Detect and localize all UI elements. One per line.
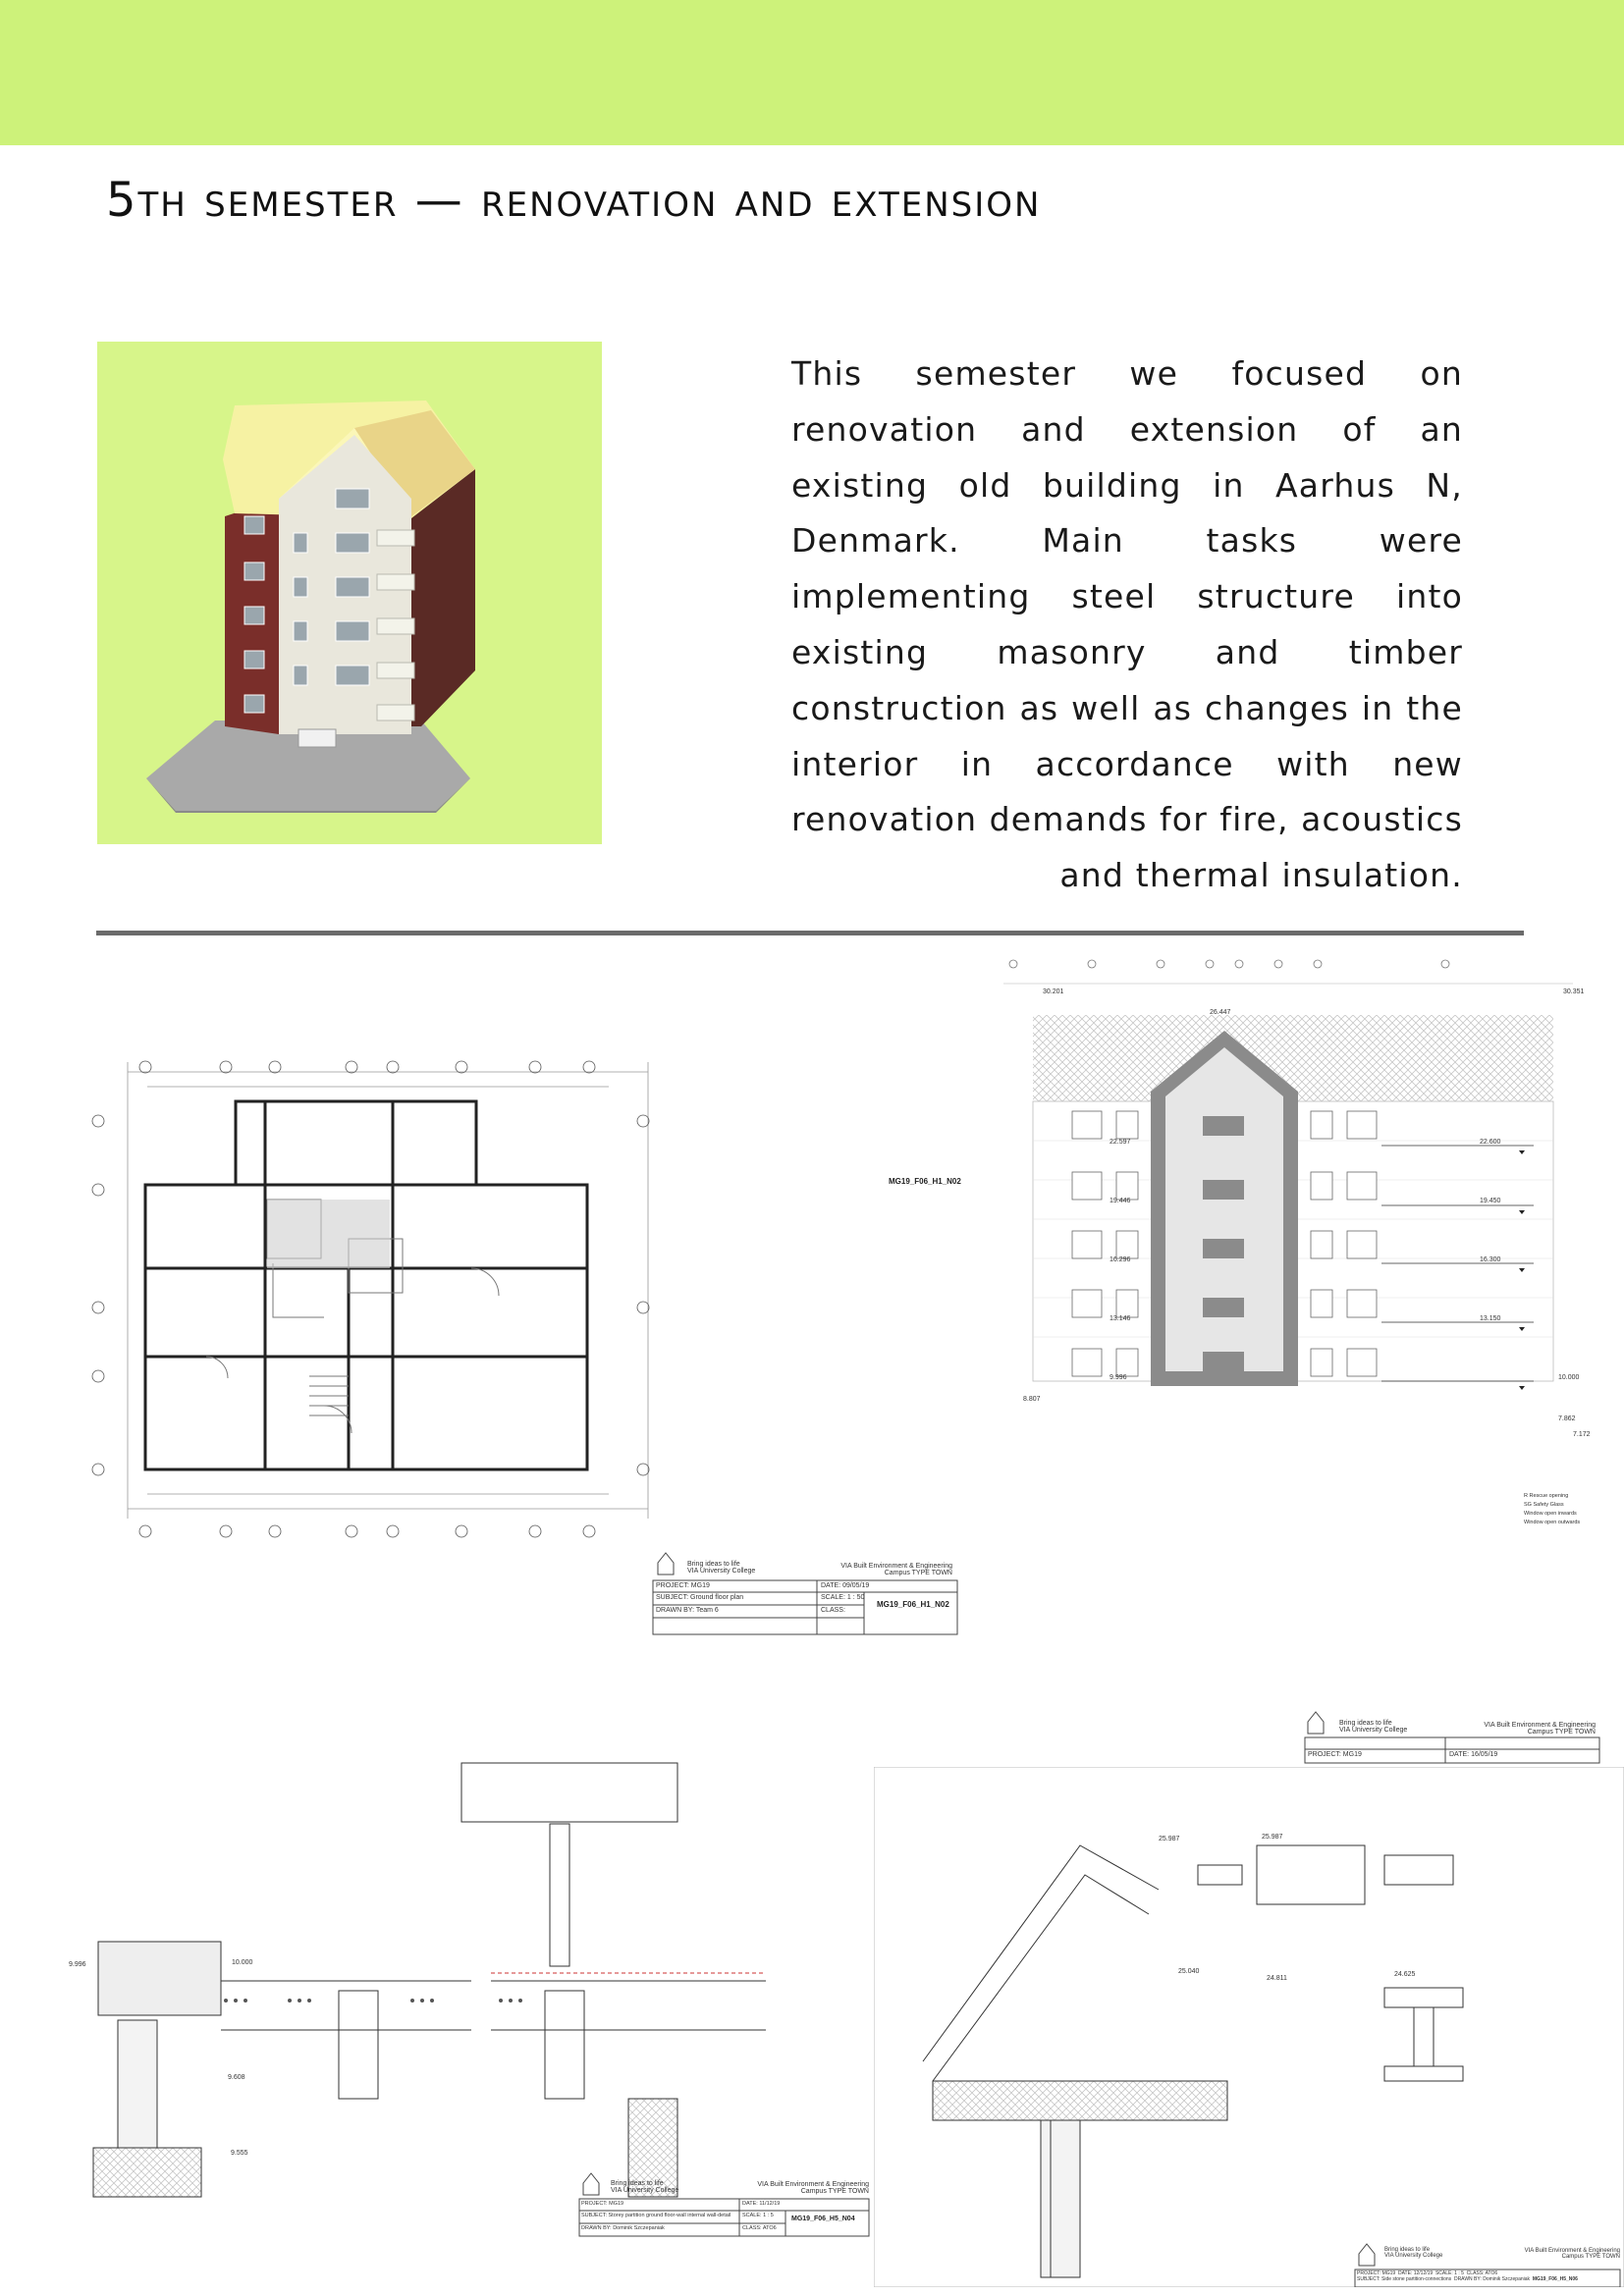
detail-right-level-labels bbox=[874, 1767, 1624, 2287]
floor-plan-drawing bbox=[0, 944, 972, 1639]
elevation-title-block-faculty: VIA Built Environment & Engineering Campus TYPE TOWN bbox=[1484, 1722, 1596, 1735]
detail-drawing-left bbox=[0, 1677, 874, 2238]
detail-right-title-block-rows: PROJECT: MG19 DATE: 12/12/19 SCALE: 1 : 5 CLASS: ATO6 SUBJECT: Side stone partition-connections DRAWN BY: Dominik Szczepaniak MG19_F06_H5_N06 bbox=[1357, 2270, 1578, 2282]
detail-left-level-labels bbox=[0, 1677, 874, 2238]
level-label: 9.555 bbox=[231, 2150, 248, 2157]
section-divider bbox=[96, 931, 1524, 935]
level-label: 30.351 bbox=[1563, 988, 1585, 995]
level-label: 9.996 bbox=[69, 1961, 86, 1968]
floor-plan-svg bbox=[0, 944, 972, 1639]
level-label: 24.811 bbox=[1267, 1975, 1287, 1982]
elevation-level-labels bbox=[984, 944, 1624, 1769]
legend-item: SG Safety Glass bbox=[1524, 1502, 1564, 1508]
level-label: 16.296 bbox=[1110, 1256, 1131, 1263]
elevation-title-block-brand: Bring ideas to life VIA University College bbox=[1339, 1720, 1408, 1734]
detail-left-title-block-rows-2: DATE: 11/12/19 SCALE: 1 : 5 CLASS: ATO6 bbox=[742, 2201, 781, 2231]
plan-title-block-rows: PROJECT: MG19 SUBJECT: Ground floor plan DRAWN BY: Team 6 bbox=[656, 1582, 744, 1614]
level-label: 13.146 bbox=[1110, 1315, 1131, 1322]
plan-title-block-code: MG19_F06_H1_N02 bbox=[877, 1600, 949, 1609]
elevation-drawing bbox=[984, 944, 1624, 1769]
level-label: 19.450 bbox=[1480, 1198, 1501, 1204]
plan-school: VIA University College bbox=[687, 1568, 756, 1575]
level-label: 7.862 bbox=[1558, 1415, 1576, 1422]
level-label: 19.446 bbox=[1110, 1198, 1131, 1204]
plan-faculty: VIA Built Environment & Engineering bbox=[840, 1563, 952, 1570]
level-label: 9.608 bbox=[228, 2074, 245, 2081]
level-label: 16.300 bbox=[1480, 1256, 1501, 1263]
detail-left-title-block-brand: Bring ideas to life VIA University College bbox=[611, 2180, 679, 2194]
level-label: 25.987 bbox=[1159, 1836, 1180, 1842]
level-label: 8.807 bbox=[1023, 1396, 1041, 1403]
legend-item: Window open outwards bbox=[1524, 1520, 1581, 1525]
plan-title-block-rows-2: DATE: 09/05/19 SCALE: 1 : 50 CLASS: bbox=[821, 1582, 870, 1614]
plan-slogan: Bring ideas to life bbox=[687, 1561, 740, 1568]
plan-title-block-brand bbox=[687, 1561, 755, 1575]
plan-campus: Campus TYPE TOWN bbox=[884, 1570, 952, 1576]
detail-right-title-block-brand: Bring ideas to life VIA University College bbox=[1384, 2247, 1443, 2259]
level-label: 13.150 bbox=[1480, 1315, 1501, 1322]
level-label: 24.625 bbox=[1394, 1971, 1416, 1978]
level-label: 25.987 bbox=[1262, 1834, 1283, 1841]
intro-paragraph: This semester we focused on renovation and extension of an existing old building in Aarhus N, Denmark. Main tasks were implementing steel structure into existing masonry and timber construction as well as changes in the interior in accordance with new renovation demands for fire, acoustics and thermal insulation. bbox=[791, 354, 1463, 895]
level-label: 25.040 bbox=[1178, 1968, 1200, 1975]
elevation-legend bbox=[1524, 1492, 1617, 1527]
building-render-image bbox=[97, 342, 602, 844]
level-label: 10.000 bbox=[232, 1959, 253, 1966]
plan-sheet-code: MG19_F06_H1_N02 bbox=[889, 1177, 961, 1186]
page-title: 5th semester — renovation and extension bbox=[106, 173, 1042, 228]
level-label: 9.996 bbox=[1110, 1374, 1127, 1381]
level-label: 10.000 bbox=[1558, 1374, 1580, 1381]
level-label: 26.447 bbox=[1210, 1009, 1231, 1016]
level-label: 22.600 bbox=[1480, 1139, 1501, 1146]
legend-item: Window open inwards bbox=[1524, 1511, 1577, 1517]
plan-title-block-faculty bbox=[815, 1563, 952, 1576]
level-label: 7.172 bbox=[1573, 1431, 1591, 1438]
detail-right-title-block-faculty: VIA Built Environment & Engineering Campus TYPE TOWN bbox=[1524, 2248, 1620, 2260]
level-label: 22.597 bbox=[1110, 1139, 1131, 1146]
building-render-svg bbox=[97, 342, 602, 844]
legend-item: R Rescue opening bbox=[1524, 1493, 1569, 1499]
detail-drawing-right bbox=[874, 1767, 1624, 2287]
level-label: 30.201 bbox=[1043, 988, 1064, 995]
elevation-title-block-row: PROJECT: MG19 bbox=[1308, 1751, 1362, 1758]
detail-left-title-block-faculty: VIA Built Environment & Engineering Campus TYPE TOWN bbox=[757, 2181, 869, 2195]
elevation-title-block-date: DATE: 16/05/19 bbox=[1449, 1751, 1498, 1758]
detail-left-sheet-code: MG19_F06_H5_N04 bbox=[791, 2216, 855, 2222]
detail-left-title-block-rows: PROJECT: MG19 SUBJECT: Storey partition ground floor-wall internal wall-detail DRAWN BY: Dominik Szczepaniak bbox=[581, 2201, 731, 2231]
header-band bbox=[0, 0, 1624, 145]
